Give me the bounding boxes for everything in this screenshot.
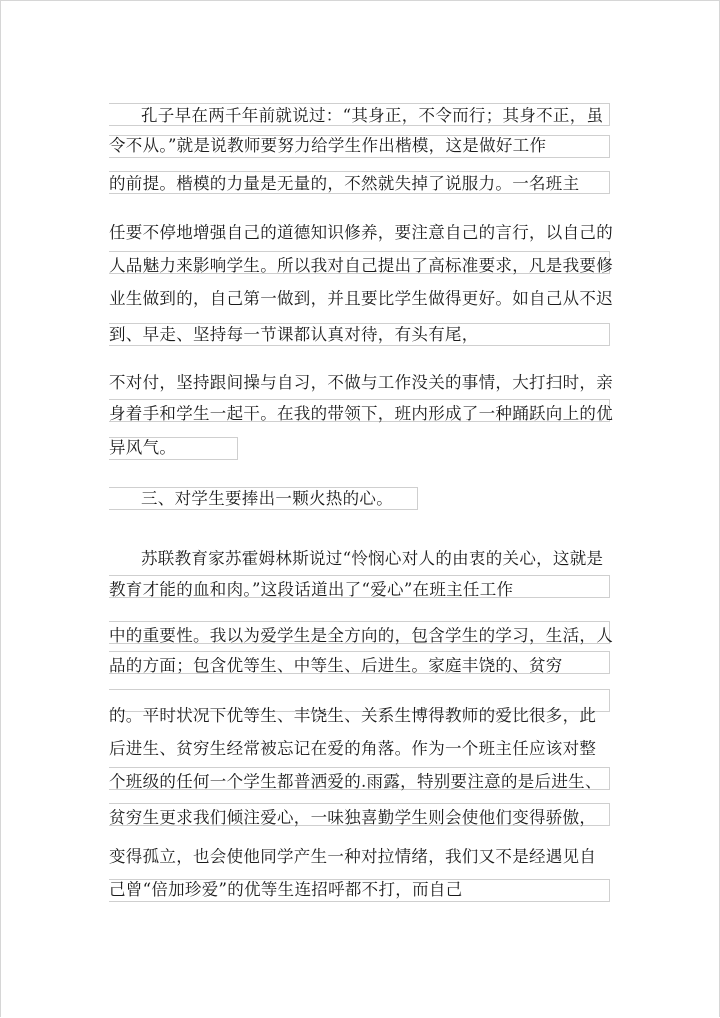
text-line: 到、早走、坚持每一节课都认真对待，有头有尾， — [109, 325, 479, 344]
text-line: 贫穷生更求我们倾注爱心，一味独喜勤学生则会使他们变得骄傲， — [109, 808, 597, 827]
text-line: 后进生、贫穷生经常被忘记在爱的角落。作为一个班主任应该对整 — [109, 739, 597, 758]
text-line: 个班级的任何一个学生都普洒爱的.雨露，特别要注意的是后进生、 — [109, 772, 602, 791]
text-line: 品的方面；包含优等生、中等生、后进生。家庭丰饶的、贫穷 — [109, 656, 563, 675]
text-line: 的。平时状况下优等生、丰饶生、关系生博得教师的爱比很多，此 — [109, 706, 597, 725]
section-heading: 三、对学生要捧出一颗火热的心。 — [141, 489, 393, 508]
text-line: 异风气。 — [109, 438, 177, 457]
text-line: 变得孤立，也会使他同学产生一种对拉情绪，我们又不是经遇见自 — [109, 847, 597, 866]
text-line: 己曾“倍加珍爱”的优等生连招呼都不打，而自己 — [109, 880, 463, 899]
text-line: 孔子早在两千年前就说过：“其身正，不令而行；其身不正，虽 — [141, 106, 604, 125]
text-line: 身着手和学生一起干。在我的带领下，班内形成了一种踊跃向上的优 — [109, 404, 613, 423]
text-line: 教育才能的血和肉。”这段话道出了“爱心”在班主任工作 — [109, 580, 514, 599]
text-line: 人品魅力来影响学生。所以我对自己提出了高标准要求，凡是我要修 — [109, 256, 613, 275]
text-line: 任要不停地增强自己的道德知识修养，要注意自己的言行，以自己的 — [109, 223, 613, 242]
text-line: 苏联教育家苏霍姆林斯说过“怜悯心对人的由衷的关心，这就是 — [141, 549, 604, 568]
text-line: 令不从。”就是说教师要努力给学生作出楷模，这是做好工作 — [109, 136, 547, 155]
text-line: 不对付，坚持跟间操与自习，不做与工作没关的事情，大打扫时，亲 — [109, 373, 613, 392]
text-line: 的前提。楷模的力量是无量的，不然就失掉了说服力。一名班主 — [109, 174, 580, 193]
text-line: 中的重要性。我以为爱学生是全方向的，包含学生的学习，生活，人 — [109, 626, 613, 645]
text-line: 业生做到的，自己第一做到，并且要比学生做得更好。如自己从不迟 — [109, 289, 613, 308]
